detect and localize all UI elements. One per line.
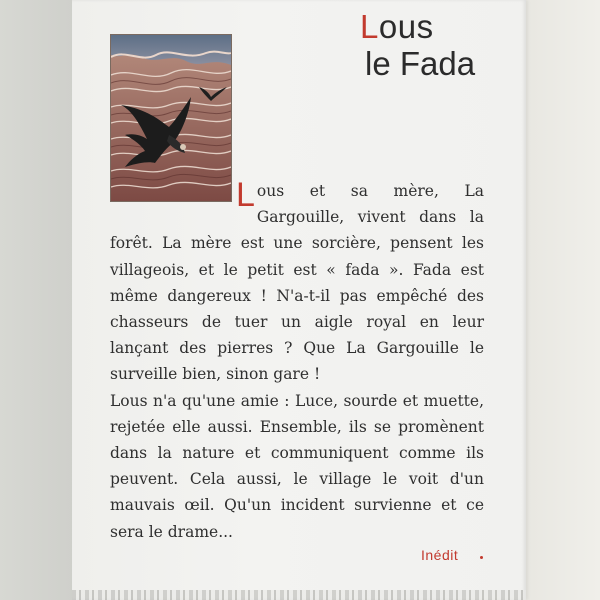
drop-cap: L [236, 176, 255, 214]
title-initial: L [360, 8, 379, 45]
book-title [360, 8, 500, 45]
eagle-illustration [110, 34, 232, 202]
synopsis-text [110, 178, 484, 545]
left-background [0, 0, 72, 600]
right-background [522, 0, 600, 600]
synopsis-paragraph-1 [110, 178, 484, 388]
title-line1-rest: ous [378, 8, 434, 45]
synopsis-paragraph-2: Lous n'a qu'une amie : Luce, sourde et muette, rejetée elle aussi. Ensemble, ils se promènent dans la nature et communiquent comme ils peuvent. Cela aussi, le village le voit d'un mauvais œil. Qu'un incident survienne et ce sera le drame... [110, 391, 484, 541]
barcode-strip [72, 590, 526, 600]
paragraph-1-text: ous et sa mère, La Gargouille, vivent dans la forêt. La mère est une sorcière, pensent les villageois, et le petit est « fada ». Fada est même dangereux ! N'a-t-il pas empêché des chasseurs de tuer un aigle royal en leur lançant des pierres ? Que La Gargouille le surveille bien, sinon gare ! [110, 182, 484, 384]
eagle-woodcut-icon [111, 35, 231, 201]
decorative-dot [480, 556, 483, 559]
book-title-line2: le Fada [365, 45, 476, 82]
inedit-label: Inédit [421, 547, 459, 563]
